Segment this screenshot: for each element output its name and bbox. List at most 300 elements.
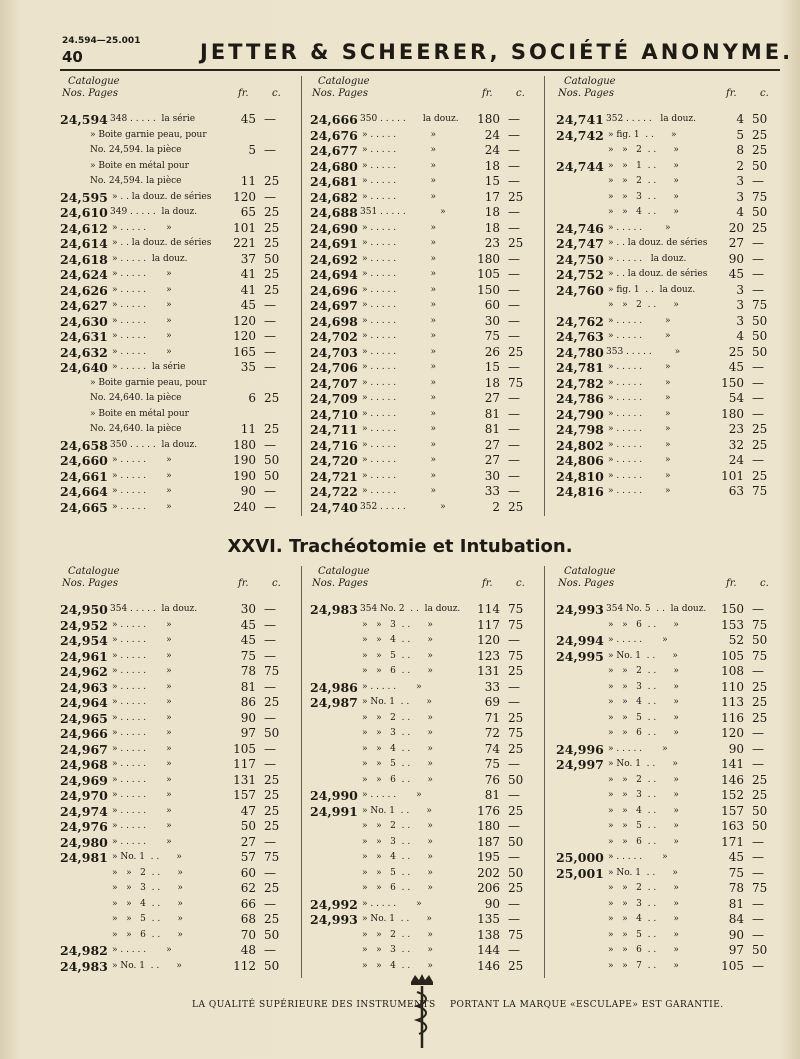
price-francs: 45 bbox=[728, 850, 744, 864]
price-francs: 45 bbox=[240, 298, 256, 312]
price-francs: 5 bbox=[736, 127, 744, 142]
price-centimes: 75 bbox=[508, 927, 524, 942]
catalogue-number: 24,752 bbox=[556, 267, 604, 282]
price-francs: 206 bbox=[477, 881, 500, 895]
price-centimes: 25 bbox=[508, 236, 524, 250]
price-francs: 190 bbox=[233, 453, 256, 467]
catalogue-row bbox=[60, 205, 288, 221]
header-nos: Nos. bbox=[62, 88, 86, 99]
catalogue-number: 24,680 bbox=[310, 158, 358, 174]
price-francs: 81 bbox=[484, 422, 500, 436]
catalogue-number: 24,594 bbox=[60, 112, 108, 127]
price-centimes: — bbox=[752, 267, 764, 281]
catalogue-number: 24,614 bbox=[60, 236, 108, 251]
price-francs: 3 bbox=[736, 174, 744, 188]
row-unit: » . . . . . » bbox=[112, 619, 172, 630]
catalogue-row bbox=[60, 438, 288, 454]
column-header bbox=[310, 566, 532, 602]
price-francs: 187 bbox=[477, 834, 500, 849]
row-unit: » . . . . . la douz. bbox=[608, 253, 687, 264]
price-francs: 112 bbox=[233, 958, 256, 973]
catalogue-row bbox=[556, 484, 776, 500]
price-centimes: — bbox=[508, 453, 520, 467]
catalogue-number: 24,762 bbox=[556, 313, 604, 329]
price-centimes: 50 bbox=[752, 819, 768, 833]
catalogue-column bbox=[310, 76, 532, 515]
catalogue-number: 24,610 bbox=[60, 205, 108, 220]
row-unit: » » 4 . . » bbox=[608, 914, 679, 924]
header-pages: Pages bbox=[338, 88, 368, 99]
price-francs: 202 bbox=[477, 865, 500, 880]
price-francs: 105 bbox=[721, 648, 744, 663]
row-note: No. 24,640. la pièce bbox=[90, 424, 182, 434]
catalogue-row bbox=[60, 602, 288, 618]
price-centimes: 25 bbox=[264, 772, 280, 787]
catalogue-number: 24,976 bbox=[60, 819, 108, 834]
row-note: » Boite en métal pour bbox=[90, 160, 189, 171]
price-francs: 138 bbox=[477, 927, 500, 942]
price-centimes: — bbox=[508, 282, 520, 297]
row-unit: » » 3 . . » bbox=[362, 728, 433, 738]
catalogue-number: 24,632 bbox=[60, 344, 108, 360]
catalogue-row bbox=[310, 804, 532, 820]
price-centimes: — bbox=[752, 251, 764, 266]
catalogue-row bbox=[310, 283, 532, 299]
price-centimes: — bbox=[264, 757, 276, 771]
price-centimes: 25 bbox=[508, 741, 524, 756]
price-francs: 120 bbox=[233, 329, 256, 343]
price-centimes: — bbox=[508, 819, 520, 833]
header-c: c. bbox=[760, 88, 769, 99]
row-unit: » . . . . . » bbox=[362, 145, 436, 155]
price-francs: 105 bbox=[721, 958, 744, 973]
catalogue-number: 24,747 bbox=[556, 236, 604, 251]
header-nos-pages bbox=[312, 88, 368, 100]
price-centimes: — bbox=[264, 943, 276, 957]
price-francs: 90 bbox=[728, 927, 744, 942]
price-centimes: — bbox=[752, 896, 764, 911]
catalogue-number: 24,965 bbox=[60, 710, 108, 726]
row-unit: » » 3 . . » bbox=[608, 191, 679, 202]
price-centimes: — bbox=[752, 757, 764, 771]
row-unit: » » 3 . . » bbox=[608, 681, 679, 692]
catalogue-number: 24,963 bbox=[60, 679, 108, 695]
price-centimes: 50 bbox=[264, 468, 280, 483]
catalogue-row bbox=[60, 484, 288, 500]
price-francs: 75 bbox=[484, 757, 500, 771]
row-unit: » . . . . . » bbox=[112, 836, 172, 847]
header-fr: fr. bbox=[482, 88, 493, 99]
row-note: No. 24,594. la pièce bbox=[90, 176, 182, 186]
price-francs: 152 bbox=[721, 788, 744, 802]
row-unit: » » 6 . . » bbox=[362, 666, 433, 676]
catalogue-row bbox=[310, 174, 532, 190]
header-c: c. bbox=[516, 578, 525, 589]
catalogue-row bbox=[60, 500, 288, 516]
catalogue-row bbox=[556, 112, 776, 128]
row-unit: » » 6 . . » bbox=[112, 929, 183, 940]
price-francs: 66 bbox=[240, 896, 256, 911]
price-francs: 180 bbox=[477, 819, 500, 833]
row-unit: » » 3 . . » bbox=[362, 619, 433, 630]
catalogue-number: 24,618 bbox=[60, 251, 108, 267]
catalogue-number: 24,677 bbox=[310, 143, 358, 158]
catalogue-number: 24,970 bbox=[60, 788, 108, 803]
row-unit: » » 2 . . » bbox=[362, 929, 433, 940]
price-francs: 72 bbox=[484, 726, 500, 740]
price-francs: 63 bbox=[728, 484, 744, 498]
price-francs: 221 bbox=[233, 236, 256, 250]
price-francs: 78 bbox=[728, 881, 744, 895]
row-unit: » » 3 . . » bbox=[608, 898, 679, 909]
catalogue-number: 24,692 bbox=[310, 251, 358, 267]
price-francs: 50 bbox=[240, 819, 256, 833]
column-header bbox=[60, 76, 288, 112]
price-francs: 24 bbox=[484, 143, 500, 157]
catalogue-number: 24,994 bbox=[556, 633, 604, 648]
catalogue-row bbox=[556, 788, 776, 804]
price-francs: 11 bbox=[240, 422, 256, 436]
catalogue-row bbox=[556, 618, 776, 634]
catalogue-number: 25,000 bbox=[556, 850, 604, 865]
price-centimes: — bbox=[508, 174, 520, 188]
row-unit: » » 2 . . » bbox=[112, 867, 183, 878]
catalogue-number: 24,962 bbox=[60, 664, 108, 679]
header-fr: fr. bbox=[726, 578, 737, 589]
price-francs: 165 bbox=[233, 344, 256, 359]
price-centimes: — bbox=[752, 282, 764, 297]
price-centimes: — bbox=[752, 726, 764, 740]
price-centimes: 25 bbox=[508, 499, 524, 514]
header-catalogue: Catalogue bbox=[318, 566, 370, 577]
catalogue-row bbox=[60, 298, 288, 314]
price-francs: 101 bbox=[233, 220, 256, 235]
row-unit: » » 4 . . » bbox=[362, 743, 433, 754]
catalogue-row bbox=[310, 376, 532, 392]
catalogue-number: 24,595 bbox=[60, 189, 108, 205]
row-unit: » » 7 . . » bbox=[608, 960, 679, 971]
catalogue-row bbox=[556, 128, 776, 144]
price-francs: 57 bbox=[240, 850, 256, 864]
row-unit: » . . . . . » bbox=[362, 160, 436, 171]
row-unit: » . . . . . » bbox=[362, 439, 436, 450]
page-number: 40 bbox=[62, 48, 83, 66]
price-francs: 54 bbox=[728, 391, 744, 405]
catalogue-row bbox=[556, 680, 776, 696]
catalogue-number: 24,952 bbox=[60, 617, 108, 633]
catalogue-number: 24,996 bbox=[556, 741, 604, 757]
catalogue-row bbox=[310, 236, 532, 252]
header-fr: fr. bbox=[238, 88, 249, 99]
price-francs: 32 bbox=[728, 437, 744, 452]
price-centimes: 75 bbox=[508, 602, 524, 616]
price-centimes: — bbox=[508, 422, 520, 436]
price-francs: 27 bbox=[484, 437, 500, 452]
price-francs: 68 bbox=[240, 912, 256, 926]
catalogue-row bbox=[556, 376, 776, 392]
catalogue-row bbox=[310, 757, 532, 773]
price-francs: 3 bbox=[736, 189, 744, 204]
price-centimes: — bbox=[752, 360, 764, 374]
catalogue-number: 24,806 bbox=[556, 453, 604, 468]
price-centimes: 25 bbox=[264, 220, 280, 235]
row-unit: » . . . . . » bbox=[608, 470, 671, 481]
catalogue-row bbox=[556, 438, 776, 454]
catalogue-row bbox=[556, 267, 776, 283]
catalogue-number: 24,790 bbox=[556, 406, 604, 422]
price-francs: 47 bbox=[240, 803, 256, 818]
price-centimes: 25 bbox=[264, 267, 280, 281]
price-centimes: 25 bbox=[752, 679, 768, 694]
catalogue-row bbox=[60, 252, 288, 268]
row-unit: . . . . . la douz. bbox=[626, 114, 697, 124]
catalogue-row bbox=[556, 407, 776, 423]
catalogue-row bbox=[60, 360, 288, 376]
price-centimes: — bbox=[508, 850, 520, 864]
catalogue-number: 24,981 bbox=[60, 850, 108, 865]
price-francs: 30 bbox=[484, 313, 500, 328]
row-unit: » . . . . . » bbox=[362, 315, 436, 326]
row-unit: » . . . . . » bbox=[362, 455, 436, 465]
catalogue-row bbox=[556, 633, 776, 649]
catalogue-row bbox=[60, 742, 288, 758]
price-francs: 45 bbox=[728, 360, 744, 374]
row-unit: » . . . . . » bbox=[112, 805, 172, 816]
row-note: » Boite en métal pour bbox=[90, 408, 189, 419]
price-francs: 15 bbox=[484, 174, 500, 188]
catalogue-row bbox=[310, 205, 532, 221]
catalogue-row bbox=[60, 711, 288, 727]
price-centimes: — bbox=[264, 617, 276, 632]
price-francs: 117 bbox=[477, 617, 500, 632]
catalogue-number: 24,631 bbox=[60, 329, 108, 344]
row-unit: » . . . . . » bbox=[362, 176, 436, 186]
price-francs: 70 bbox=[240, 927, 256, 942]
row-unit: » . . . . . » bbox=[362, 284, 436, 295]
price-francs: 123 bbox=[477, 648, 500, 663]
price-centimes: — bbox=[508, 391, 520, 405]
row-unit: » . . . . . » bbox=[112, 650, 172, 661]
price-francs: 18 bbox=[484, 220, 500, 235]
catalogue-row bbox=[310, 866, 532, 882]
catalogue-row bbox=[556, 174, 776, 190]
catalogue-row bbox=[60, 376, 288, 392]
catalogue-row bbox=[556, 329, 776, 345]
catalogue-row bbox=[556, 757, 776, 773]
row-unit: » . . . . . » bbox=[362, 362, 436, 372]
row-unit: » . . . . . » bbox=[112, 284, 172, 295]
header-pages: Pages bbox=[584, 88, 614, 99]
row-unit: » . . . . . » bbox=[608, 377, 671, 388]
price-centimes: — bbox=[508, 112, 520, 126]
price-centimes: 25 bbox=[752, 710, 768, 725]
price-francs: 41 bbox=[240, 267, 256, 281]
catalogue-number: 24,816 bbox=[556, 484, 604, 499]
row-unit: » . . . . . » bbox=[112, 728, 172, 738]
price-centimes: — bbox=[264, 710, 276, 725]
price-centimes: — bbox=[508, 896, 520, 911]
catalogue-row bbox=[60, 959, 288, 975]
price-francs: 71 bbox=[484, 710, 500, 725]
catalogue-row bbox=[310, 453, 532, 469]
price-francs: 18 bbox=[484, 375, 500, 390]
catalogue-row bbox=[556, 602, 776, 618]
catalogue-row bbox=[556, 469, 776, 485]
price-francs: 33 bbox=[484, 484, 500, 498]
catalogue-row bbox=[60, 190, 288, 206]
price-centimes: — bbox=[264, 648, 276, 663]
price-francs: 78 bbox=[240, 664, 256, 678]
header-pages: Pages bbox=[88, 88, 118, 99]
price-centimes: 25 bbox=[264, 174, 280, 188]
row-unit: » . . . . . » bbox=[608, 852, 668, 862]
catalogue-number: 24,624 bbox=[60, 267, 108, 282]
row-unit: » » 2 . . » bbox=[608, 883, 679, 893]
header-fr: fr. bbox=[238, 578, 249, 589]
price-centimes: 25 bbox=[508, 664, 524, 678]
price-francs: 114 bbox=[477, 602, 500, 616]
catalogue-row bbox=[310, 602, 532, 618]
catalogue-number: 24,612 bbox=[60, 220, 108, 236]
price-francs: 141 bbox=[721, 757, 744, 771]
price-francs: 105 bbox=[477, 267, 500, 281]
row-unit: » » 1 . . » bbox=[608, 160, 679, 171]
catalogue-row bbox=[310, 221, 532, 237]
price-francs: 26 bbox=[484, 344, 500, 359]
price-centimes: 50 bbox=[264, 251, 280, 266]
price-francs: 120 bbox=[233, 313, 256, 328]
catalogue-row bbox=[310, 649, 532, 665]
row-unit: . . . . . » bbox=[380, 501, 446, 512]
price-francs: 41 bbox=[240, 282, 256, 297]
row-unit: » . . . . . » bbox=[362, 238, 436, 248]
price-francs: 27 bbox=[728, 236, 744, 250]
price-centimes: 50 bbox=[752, 803, 768, 818]
price-francs: 45 bbox=[240, 633, 256, 647]
price-centimes: — bbox=[508, 912, 520, 926]
price-centimes: — bbox=[264, 484, 276, 498]
price-centimes: — bbox=[508, 788, 520, 802]
price-francs: 146 bbox=[477, 958, 500, 973]
column-header bbox=[556, 76, 776, 112]
catalogue-row bbox=[60, 283, 288, 299]
row-unit: . . . . . la douz. bbox=[380, 114, 459, 124]
catalogue-row bbox=[556, 345, 776, 361]
catalogue-number: 24,640 bbox=[60, 360, 108, 375]
price-francs: 4 bbox=[736, 205, 744, 219]
price-francs: 116 bbox=[721, 710, 744, 725]
catalogue-number: 24,987 bbox=[310, 695, 358, 710]
catalogue-row bbox=[310, 143, 532, 159]
catalogue-row bbox=[60, 633, 288, 649]
price-francs: 76 bbox=[484, 772, 500, 787]
price-francs: 97 bbox=[728, 943, 744, 957]
row-unit: » fig. 1 . . la douz. bbox=[608, 284, 696, 295]
price-francs: 23 bbox=[728, 422, 744, 436]
catalogue-row bbox=[60, 726, 288, 742]
catalogue-row bbox=[556, 221, 776, 237]
catalogue-number: 24,707 bbox=[310, 375, 358, 391]
price-centimes: — bbox=[508, 143, 520, 157]
catalogue-column bbox=[310, 566, 532, 974]
price-francs: 30 bbox=[240, 602, 256, 616]
catalogue-row bbox=[556, 391, 776, 407]
price-francs: 81 bbox=[728, 896, 744, 911]
price-francs: 20 bbox=[728, 220, 744, 235]
catalogue-number: 24,954 bbox=[60, 633, 108, 648]
price-francs: 195 bbox=[477, 850, 500, 864]
price-centimes: — bbox=[508, 633, 520, 647]
price-francs: 4 bbox=[736, 329, 744, 343]
row-unit: » . . . . . » bbox=[362, 346, 436, 357]
catalogue-row bbox=[310, 422, 532, 438]
row-unit: » . . . . . » bbox=[362, 300, 436, 310]
row-unit: » » 5 . . » bbox=[608, 929, 679, 940]
row-note: No. 24,594. la pièce bbox=[90, 145, 182, 155]
header-nos-pages bbox=[62, 88, 118, 100]
catalogue-row bbox=[556, 252, 776, 268]
price-francs: 6 bbox=[248, 391, 256, 405]
price-centimes: 25 bbox=[264, 236, 280, 250]
price-centimes: — bbox=[508, 267, 520, 281]
row-unit: » . . . . . » bbox=[362, 377, 436, 388]
row-note: » Boite garnie peau, pour bbox=[90, 377, 207, 388]
row-unit: No. 5 . . la douz. bbox=[626, 604, 707, 614]
catalogue-row bbox=[60, 897, 288, 913]
price-francs: 81 bbox=[484, 406, 500, 421]
price-centimes: — bbox=[508, 205, 520, 219]
price-centimes: 75 bbox=[752, 298, 768, 312]
catalogue-number: 24,983 bbox=[310, 602, 358, 617]
price-centimes: — bbox=[508, 695, 520, 709]
catalogue-row bbox=[60, 329, 288, 345]
price-centimes: — bbox=[264, 143, 276, 157]
price-francs: 131 bbox=[477, 664, 500, 678]
page-ref: 350 bbox=[360, 114, 378, 124]
header-nos-pages bbox=[558, 88, 614, 100]
price-centimes: 75 bbox=[752, 881, 768, 895]
header-c: c. bbox=[272, 88, 281, 99]
catalogue-row bbox=[310, 943, 532, 959]
price-centimes: — bbox=[752, 406, 764, 421]
catalogue-row bbox=[310, 407, 532, 423]
price-centimes: — bbox=[752, 391, 764, 405]
row-unit: » . . la douz. de séries bbox=[112, 191, 212, 202]
footer-right: PORTANT LA MARQUE «ESCULAPE» EST GARANTIE. bbox=[450, 1000, 724, 1010]
catalogue-row bbox=[310, 788, 532, 804]
row-unit: » No. 1 . . » bbox=[112, 852, 182, 862]
catalogue-number: 24,627 bbox=[60, 298, 108, 313]
row-unit: » . . . . . » bbox=[112, 681, 172, 692]
price-francs: 37 bbox=[240, 251, 256, 266]
row-unit: » No. 1 . . » bbox=[608, 867, 678, 878]
price-centimes: 50 bbox=[264, 958, 280, 973]
price-centimes: — bbox=[508, 757, 520, 771]
catalogue-number: 24,810 bbox=[556, 468, 604, 484]
price-centimes: — bbox=[752, 912, 764, 926]
price-centimes: — bbox=[752, 236, 764, 250]
catalogue-row bbox=[556, 205, 776, 221]
header-catalogue: Catalogue bbox=[68, 566, 120, 577]
header-rule bbox=[60, 69, 780, 71]
row-unit: » . . . . . » bbox=[362, 253, 436, 264]
price-francs: 150 bbox=[477, 282, 500, 297]
catalogue-number: 24,711 bbox=[310, 422, 358, 437]
price-francs: 24 bbox=[484, 127, 500, 142]
catalogue-number: 24,702 bbox=[310, 329, 358, 344]
price-centimes: 50 bbox=[752, 112, 768, 126]
catalogue-number: 24,967 bbox=[60, 741, 108, 757]
